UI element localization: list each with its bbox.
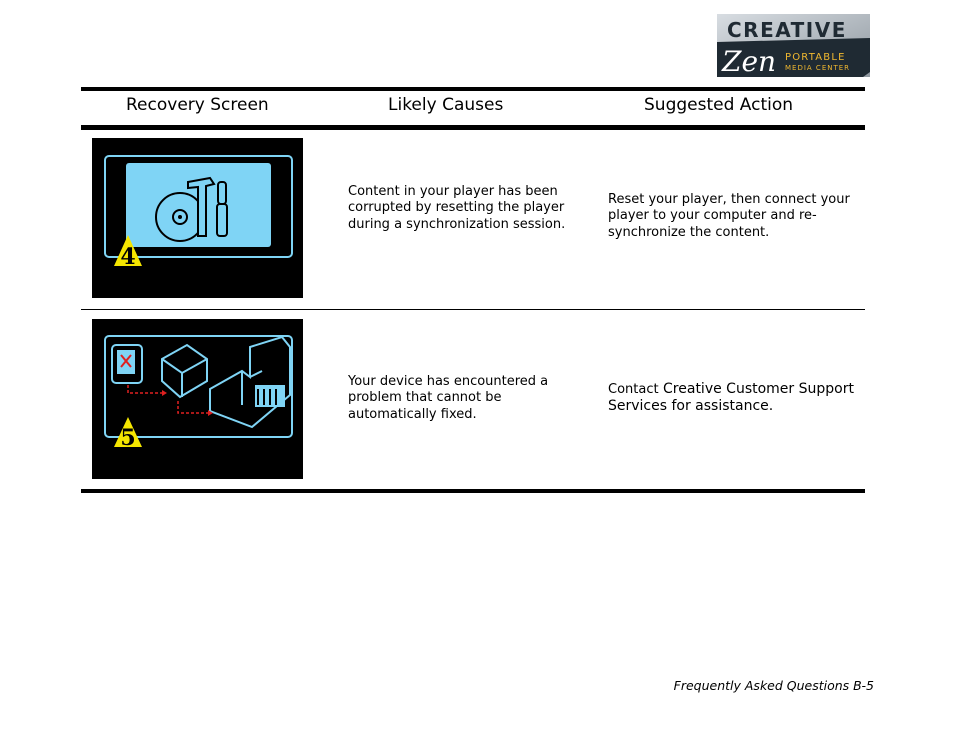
header-suggested-action: Suggested Action — [644, 95, 794, 115]
logo-line2: MEDIA CENTER — [785, 64, 851, 72]
logo-line1: PORTABLE — [785, 52, 846, 63]
table-bottom-rule — [81, 489, 865, 493]
logo-product: Zen — [722, 45, 777, 77]
screen-number-4: 4 — [120, 244, 136, 270]
action-row-2-text: Creative Customer Support Services for assistance. — [608, 381, 854, 414]
page-footer: Frequently Asked Questions B-5 — [673, 678, 874, 693]
action-row-2 — [608, 381, 858, 415]
header-bottom-rule — [81, 125, 865, 130]
header-recovery-screen: Recovery Screen — [126, 95, 269, 115]
logo-brand: CREATIVE — [727, 18, 847, 42]
recovery-screen-5 — [92, 319, 303, 479]
tools-disc-icon — [92, 138, 303, 298]
creative-zen-logo — [717, 14, 870, 77]
action-row-2-prefix: Contact — [608, 382, 659, 397]
header-likely-causes: Likely Causes — [388, 95, 504, 115]
action-row-1: Reset your player, then connect your player to your computer and re-synchronize the content. — [608, 192, 850, 240]
recovery-screen-4 — [92, 138, 303, 298]
cause-row-1: Content in your player has been corrupted by resetting the player during a synchronization session. — [348, 184, 566, 232]
screen-number-5: 5 — [120, 425, 136, 451]
row-divider — [81, 309, 865, 310]
cause-row-2: Your device has encountered a problem that cannot be automatically fixed. — [348, 374, 549, 422]
table-top-rule — [81, 87, 865, 91]
return-for-service-icon — [92, 319, 303, 479]
